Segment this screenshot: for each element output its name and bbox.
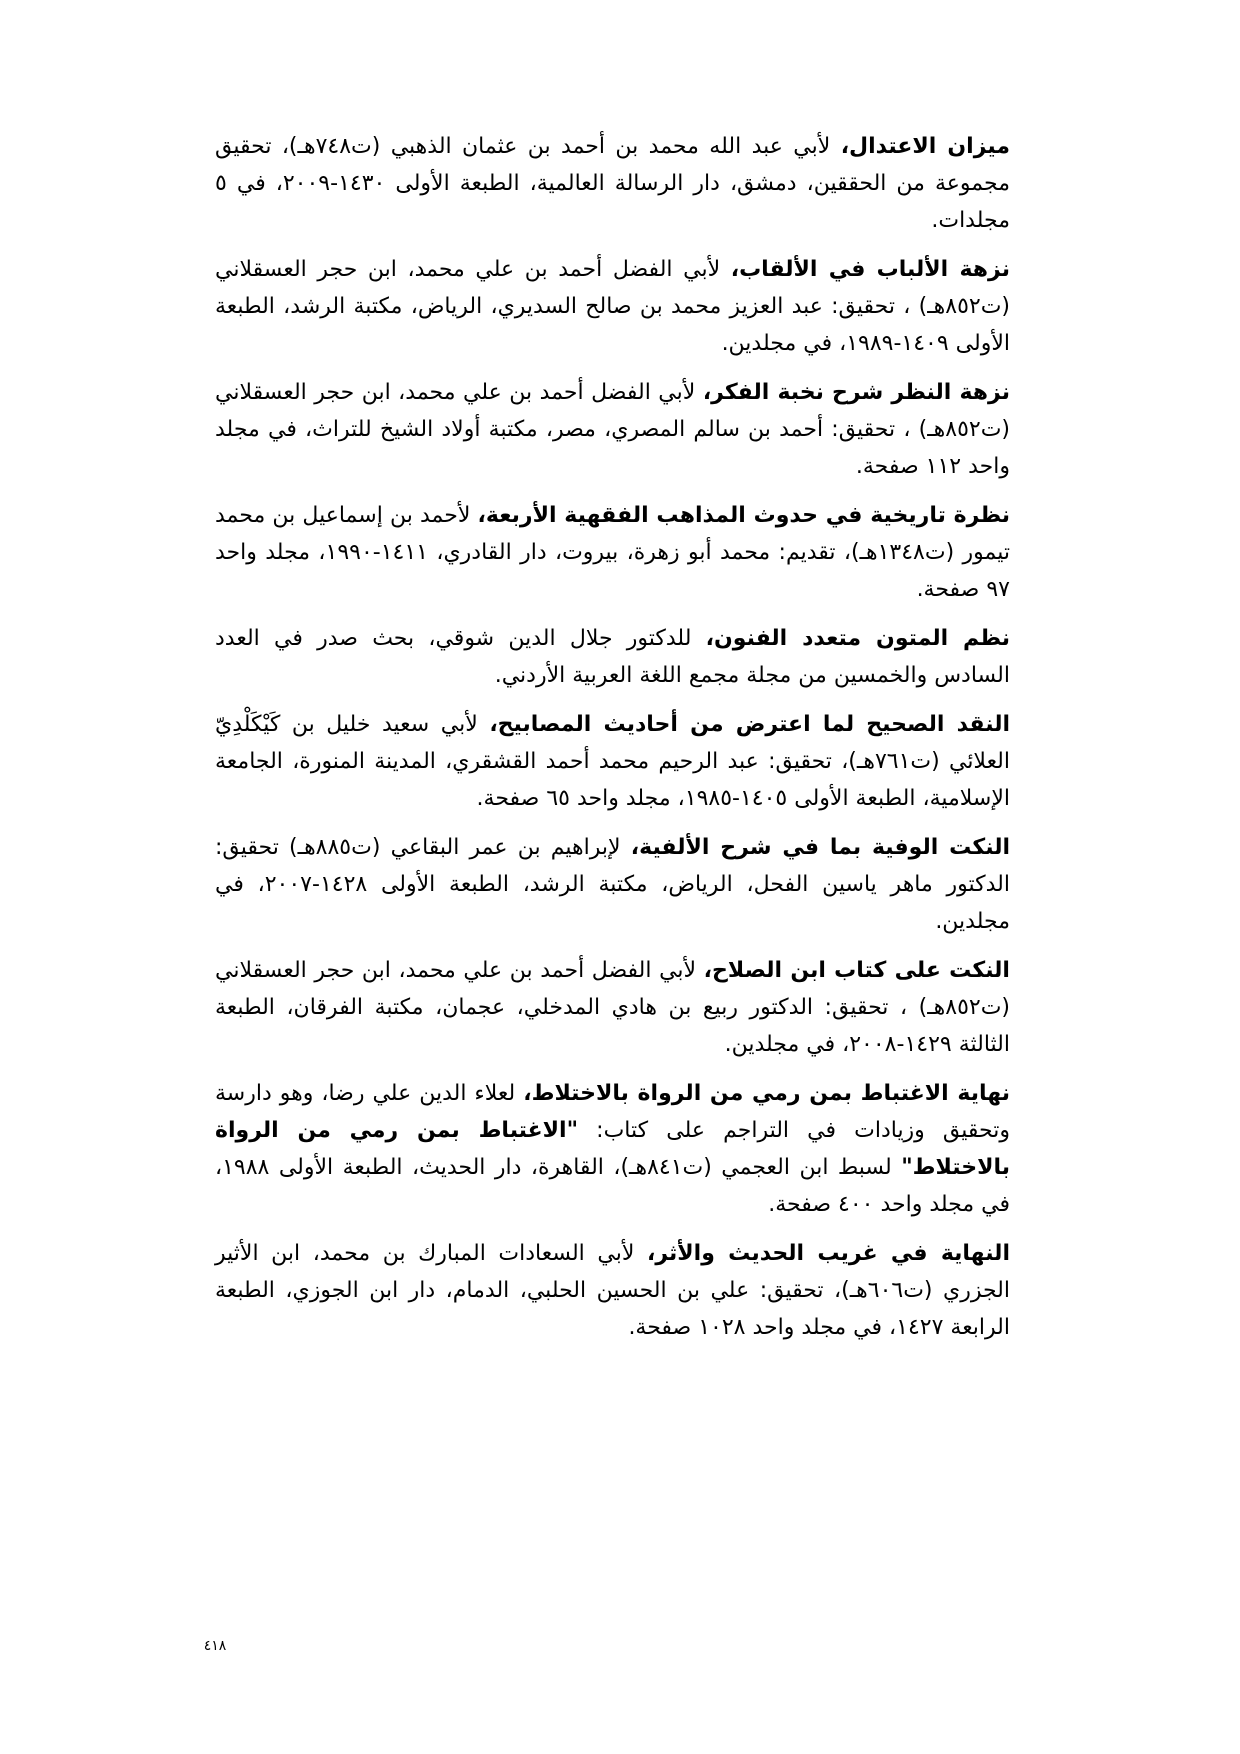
entry-text: لأبي الفضل أحمد بن علي محمد، ابن حجر العسقلاني (ت٨٥٢هـ) ، تحقيق: عبد العزيز محمد بن صالح السديري، الرياض، مكتبة الرشد، الطبعة الأولى ١٤٠٩-١٩٨٩، في مجلدين.: [215, 257, 1010, 356]
bibliography-entry: [215, 128, 1010, 239]
entry-text: لأحمد بن إسماعيل بن محمد تيمور (ت١٣٤٨هـ)، تقديم: محمد أبو زهرة، بيروت، دار القادري، ١٤١١-١٩٩٠، مجلد واحد ٩٧ صفحة.: [215, 503, 1010, 602]
bibliography-entry: [215, 952, 1010, 1063]
entry-title: نزهة النظر شرح نخبة الفكر،: [702, 380, 1010, 405]
bibliography-entry: [215, 706, 1010, 817]
bibliography-entry: [215, 1075, 1010, 1223]
bibliography-entry: [215, 620, 1010, 694]
entry-text: لأبي السعادات المبارك بن محمد، ابن الأثير الجزري (ت٦٠٦هـ)، تحقيق: علي بن الحسين الحلبي، الدمام، دار ابن الجوزي، الطبعة الرابعة ١٤٢٧، في مجلد واحد ١٠٢٨ صفحة.: [215, 1241, 1010, 1340]
entry-title: نهاية الاغتباط بمن رمي من الرواة بالاختلاط،: [523, 1081, 1010, 1106]
quoted-title: "الاغتباط بمن رمي من الرواة بالاختلاط": [215, 1118, 1010, 1180]
entry-title: النهاية في غريب الحديث والأثر،: [647, 1241, 1010, 1266]
bibliography-list: [215, 128, 1010, 1358]
entry-title: النقد الصحيح لما اعترض من أحاديث المصابيح،: [489, 712, 1010, 737]
bibliography-entry: [215, 829, 1010, 940]
page-number: ٤١٨: [203, 1638, 227, 1654]
entry-title: نظرة تاريخية في حدوث المذاهب الفقهية الأربعة،: [477, 503, 1011, 528]
entry-text: لأبي الفضل أحمد بن علي محمد، ابن حجر العسقلاني (ت٨٥٢هـ) ، تحقيق: الدكتور ربيع بن هادي المدخلي، عجمان، مكتبة الفرقان، الطبعة الثالثة ١٤٢٩-٢٠٠٨، في مجلدين.: [215, 958, 1010, 1057]
entry-title: النكت على كتاب ابن الصلاح،: [703, 958, 1010, 983]
entry-text: لأبي الفضل أحمد بن علي محمد، ابن حجر العسقلاني (ت٨٥٢هـ) ، تحقيق: أحمد بن سالم المصري، مصر، مكتبة أولاد الشيخ للتراث، في مجلد واحد ١١٢ صفحة.: [215, 380, 1010, 479]
bibliography-entry: [215, 497, 1010, 608]
entry-text: لإبراهيم بن عمر البقاعي (ت٨٨٥هـ) تحقيق: الدكتور ماهر ياسين الفحل، الرياض، مكتبة الرشد، الطبعة الأولى ١٤٢٨-٢٠٠٧، في مجلدين.: [215, 835, 1011, 934]
entry-title: نزهة الألباب في الألقاب،: [730, 257, 1010, 282]
entry-text: لأبي عبد الله محمد بن أحمد بن عثمان الذهبي (ت٧٤٨هـ)، تحقيق مجموعة من الحققين، دمشق، دار الرسالة العالمية، الطبعة الأولى ١٤٣٠-٢٠٠٩، في ٥ مجلدات.: [215, 134, 1010, 233]
entry-text: لأبي سعيد خليل بن كَيْكَلْدِيّ العلائي (ت٧٦١هـ)، تحقيق: عبد الرحيم محمد أحمد القشقري، المدينة المنورة، الجامعة الإسلامية، الطبعة الأولى ١٤٠٥-١٩٨٥، مجلد واحد ٦٥ صفحة.: [215, 712, 1010, 811]
entry-text-after: لسبط ابن العجمي (ت٨٤١هـ)، القاهرة، دار الحديث، الطبعة الأولى ١٩٨٨، في مجلد واحد ٤٠٠ صفحة.: [215, 1155, 1010, 1217]
entry-title: نظم المتون متعدد الفنون،: [705, 626, 1010, 651]
entry-title: النكت الوفية بما في شرح الألفية،: [630, 835, 1010, 860]
entry-text-before: لعلاء الدين علي رضا، وهو دارسة وتحقيق وزيادات في التراجم على كتاب:: [215, 1081, 1010, 1143]
bibliography-entry: [215, 374, 1010, 485]
bibliography-entry: [215, 1235, 1010, 1346]
entry-text: للدكتور جلال الدين شوقي، بحث صدر في العدد السادس والخمسين من مجلة مجمع اللغة العربية الأردني.: [215, 626, 1010, 688]
bibliography-entry: [215, 251, 1010, 362]
entry-title: ميزان الاعتدال،: [840, 134, 1010, 159]
